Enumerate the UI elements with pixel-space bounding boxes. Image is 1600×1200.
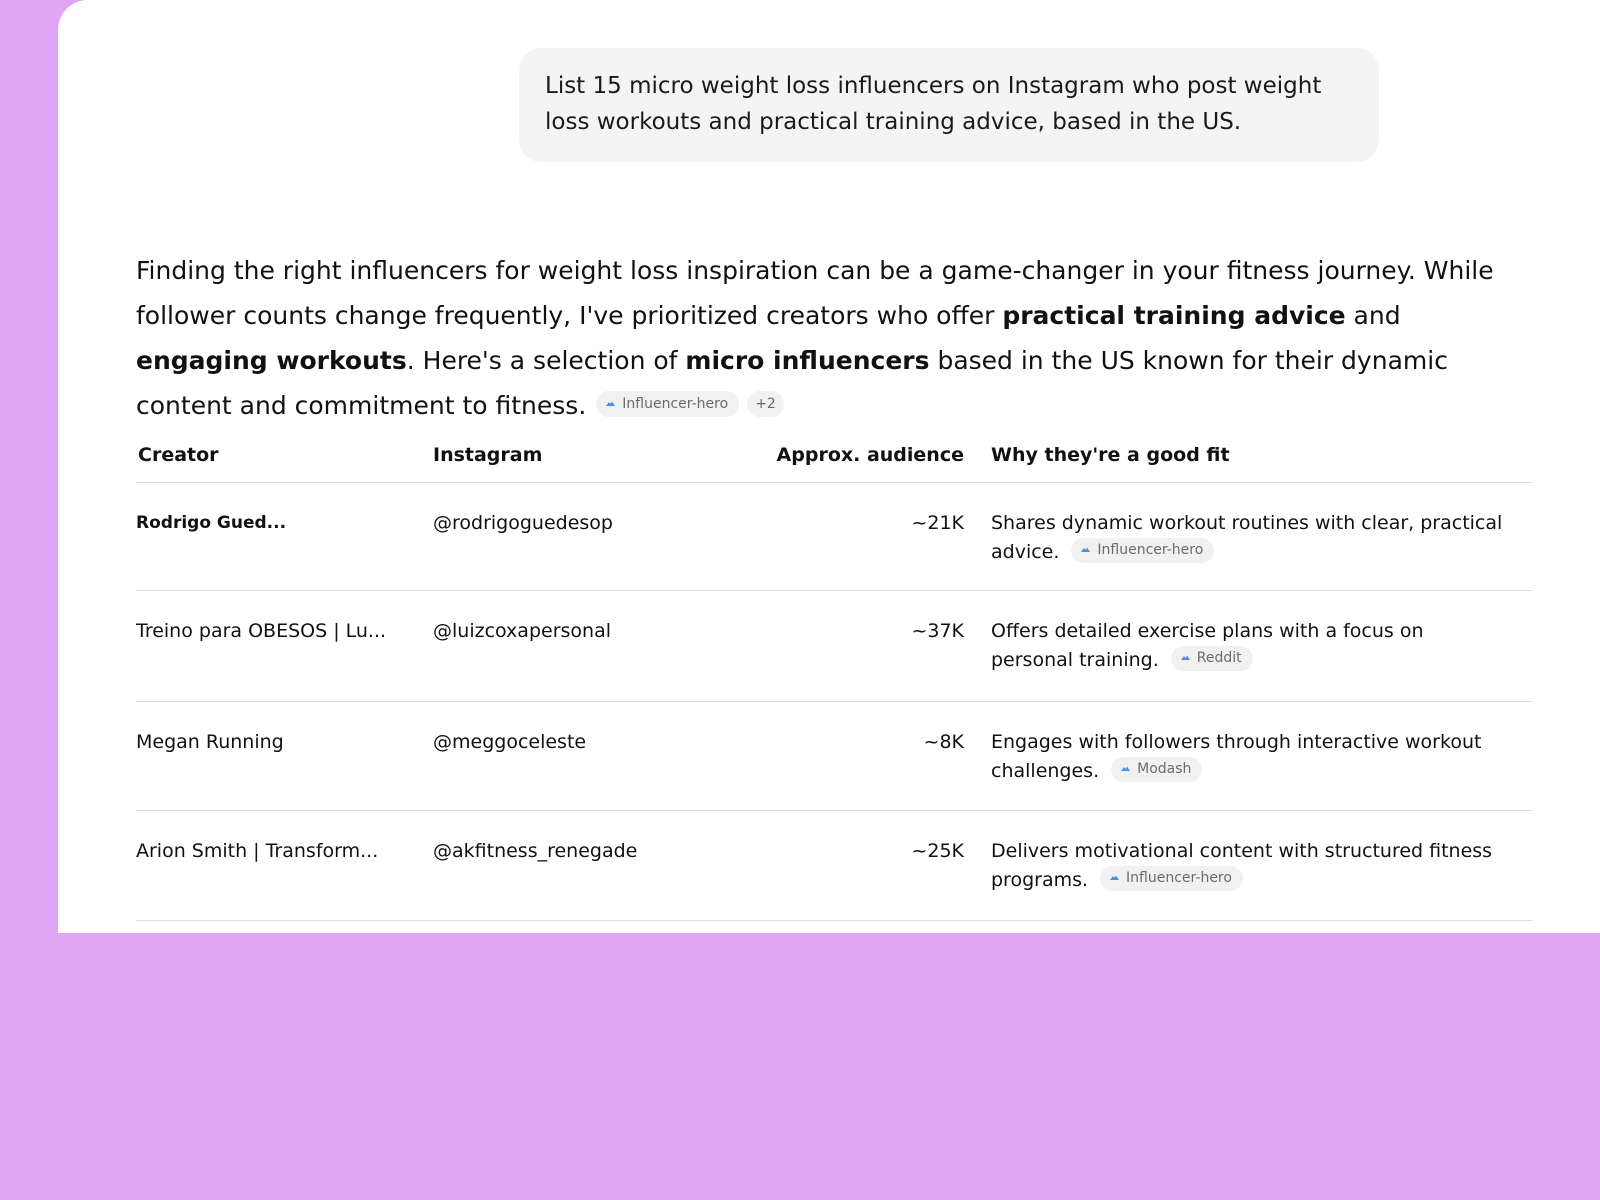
why-text: Engages with followers through interactive workout challenges. bbox=[991, 731, 1482, 782]
instagram-handle-cell: @meggoceleste bbox=[433, 731, 587, 753]
user-prompt-bubble bbox=[519, 48, 1379, 162]
column-header-creator: Creator bbox=[138, 444, 219, 466]
instagram-handle-cell: @luizcoxapersonal bbox=[433, 620, 611, 642]
why-cell bbox=[991, 509, 1511, 567]
creator-cell: Treino para OBESOS | Lu... bbox=[136, 620, 387, 642]
table-row bbox=[136, 702, 1532, 811]
answer-bold-text: engaging workouts bbox=[136, 346, 407, 375]
source-chip-label: Influencer-hero bbox=[1126, 870, 1232, 886]
user-prompt-text: List 15 micro weight loss influencers on Instagram who post weight loss workouts and practical training advice, based in the US. bbox=[545, 73, 1322, 135]
audience-cell: ~8K bbox=[923, 731, 964, 753]
column-header-why: Why they're a good fit bbox=[991, 444, 1230, 466]
answer-bold-text: practical training advice bbox=[1002, 301, 1346, 330]
answer-text: Finding the right influencers for weight loss inspiration can be a game-changer in your fitness journey. While follower counts change frequently, I've prioritized creators who offer bbox=[136, 256, 1494, 330]
source-chip[interactable] bbox=[1111, 757, 1202, 782]
source-chip[interactable] bbox=[596, 391, 739, 417]
why-cell bbox=[991, 617, 1511, 675]
audience-cell: ~37K bbox=[911, 620, 964, 642]
source-mountain-icon bbox=[1110, 874, 1119, 880]
source-chip-label: Influencer-hero bbox=[1097, 542, 1204, 558]
source-mountain-icon bbox=[1181, 654, 1190, 660]
why-text: Delivers motivational content with structured fitness programs. bbox=[991, 840, 1493, 891]
instagram-handle-cell: @rodrigoguedesop bbox=[433, 512, 613, 534]
table-row bbox=[136, 811, 1532, 921]
chat-panel bbox=[58, 0, 1600, 933]
creator-cell: Rodrigo Gued... bbox=[136, 513, 287, 533]
influencer-table bbox=[136, 426, 1532, 921]
answer-text: based in the US known for their dynamic content and commitment to fitness. bbox=[136, 346, 1448, 420]
table-header bbox=[136, 426, 1532, 483]
column-header-instagram: Instagram bbox=[433, 444, 543, 466]
source-mountain-icon bbox=[1081, 546, 1090, 552]
creator-cell: Megan Running bbox=[136, 731, 284, 753]
column-header-audience: Approx. audience bbox=[776, 444, 964, 466]
answer-bold-text: micro influencers bbox=[685, 346, 930, 375]
creator-cell: Arion Smith | Transform... bbox=[136, 840, 379, 862]
audience-cell: ~21K bbox=[911, 512, 964, 534]
audience-cell: ~25K bbox=[911, 840, 964, 862]
why-cell bbox=[991, 837, 1511, 895]
answer-text: and bbox=[1345, 301, 1401, 330]
source-chip[interactable] bbox=[1100, 866, 1243, 891]
assistant-answer bbox=[136, 248, 1536, 428]
source-mountain-icon bbox=[606, 400, 615, 406]
more-sources-chip[interactable]: +2 bbox=[747, 391, 784, 417]
source-chip-label: Influencer-hero bbox=[622, 396, 729, 412]
source-chip[interactable] bbox=[1071, 538, 1214, 563]
why-cell bbox=[991, 728, 1511, 786]
table-row bbox=[136, 591, 1532, 702]
table-row bbox=[136, 483, 1532, 591]
answer-text: . Here's a selection of bbox=[406, 346, 686, 375]
source-mountain-icon bbox=[1121, 765, 1130, 771]
source-chip[interactable] bbox=[1171, 646, 1253, 671]
source-chip-label: Reddit bbox=[1196, 650, 1242, 666]
why-text: Shares dynamic workout routines with clear, practical advice. bbox=[991, 512, 1503, 563]
instagram-handle-cell: @akfitness_renegade bbox=[433, 840, 638, 862]
why-text: Offers detailed exercise plans with a focus on personal training. bbox=[991, 620, 1424, 671]
source-chip-label: Modash bbox=[1137, 761, 1192, 777]
